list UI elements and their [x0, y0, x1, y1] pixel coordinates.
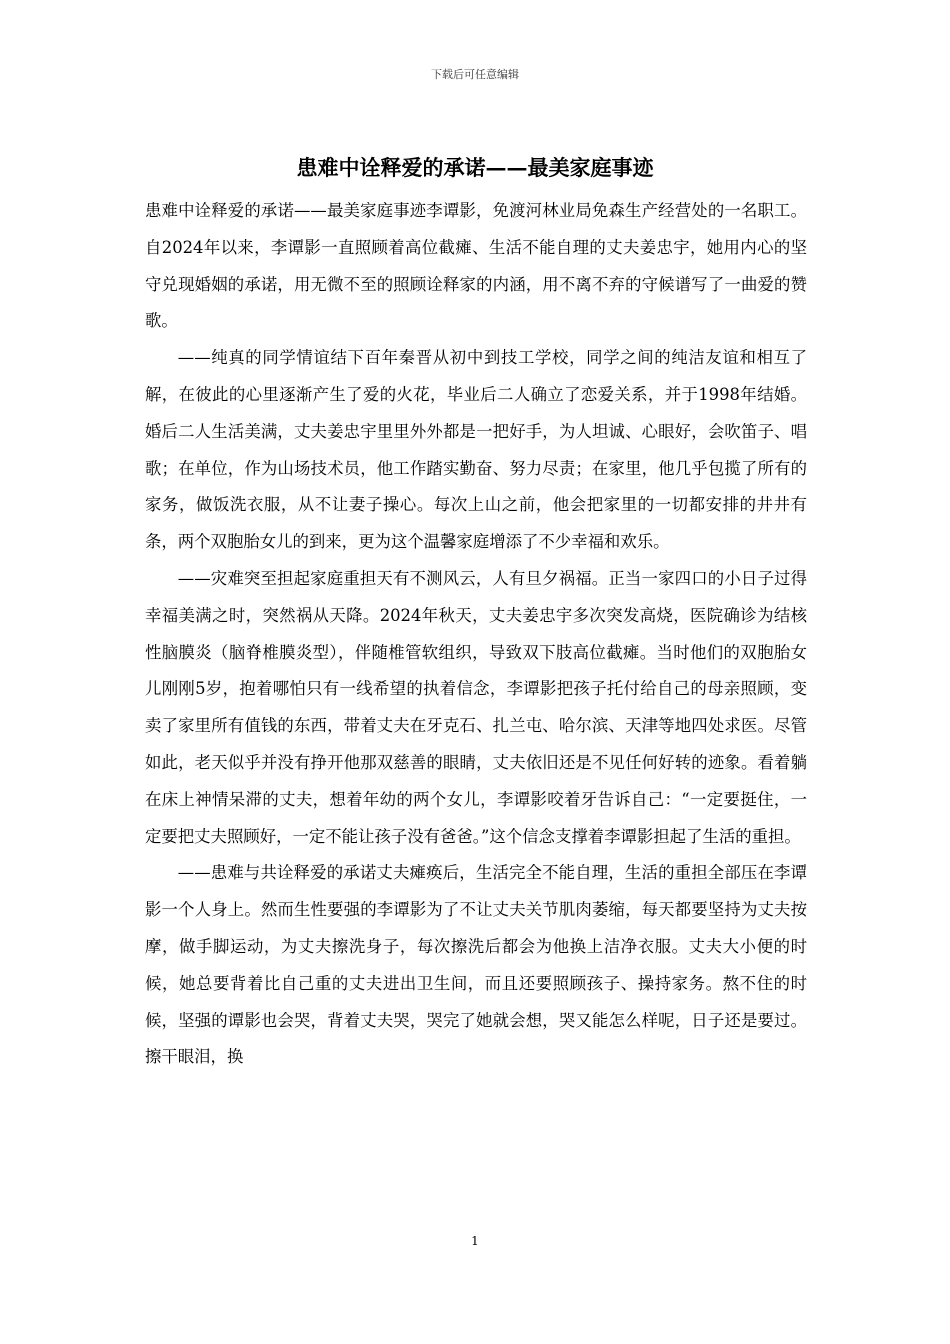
- paragraph-classmates: ——纯真的同学情谊结下百年秦晋从初中到技工学校，同学之间的纯洁友谊和相互了解，在彼此的心里逐渐产生了爱的火花，毕业后二人确立了恋爱关系，并于1998年结婚。婚后二人生活美满，丈夫姜忠宇里里外外都是一把好手，为人坦诚、心眼好，会吹笛子、唱歌；在单位，作为山场技术员，他工作踏实勤奋、努力尽责；在家里，他几乎包揽了所有的家务，做饭洗衣服，从不让妻子操心。每次上山之前，他会把家里的一切都安排的井井有条，两个双胞胎女儿的到来，更为这个温馨家庭增添了不少幸福和欢乐。: [145, 348, 807, 552]
- page-header: 下载后可任意编辑: [431, 68, 519, 81]
- document-body: [145, 193, 807, 1076]
- page-number: 1: [471, 1234, 479, 1248]
- document-title: 患难中诠释爱的承诺——最美家庭事迹: [296, 155, 654, 180]
- paragraph-disaster: ——灾难突至担起家庭重担天有不测风云，人有旦夕祸福。正当一家四口的小日子过得幸福美满之时，突然祸从天降。2024年秋天，丈夫姜忠宇多次突发高烧，医院确诊为结核性脑膜炎（脑脊椎膜炎型），伴随椎管软组织，导致双下肢高位截瘫。当时他们的双胞胎女儿刚刚5岁，抱着哪怕只有一线希望的执着信念，李谭影把孩子托付给自己的母亲照顾，变卖了家里所有值钱的东西，带着丈夫在牙克石、扎兰屯、哈尔滨、天津等地四处求医。尽管如此，老天似乎并没有挣开他那双慈善的眼睛，丈夫依旧还是不见任何好转的迹象。看着躺在床上神情呆滞的丈夫，想着年幼的两个女儿，李谭影咬着牙告诉自己：“一定要挺住，一定要把丈夫照顾好，一定不能让孩子没有爸爸。”这个信念支撑着李谭影担起了生活的重担。: [145, 568, 807, 846]
- paragraph-commitment: ——患难与共诠释爱的承诺丈夫瘫痪后，生活完全不能自理，生活的重担全部压在李谭影一个人身上。然而生性要强的李谭影为了不让丈夫关节肌肉萎缩，每天都要坚持为丈夫按摩，做手脚运动，为丈夫擦洗身子，每次擦洗后都会为他换上洁净衣服。丈夫大小便的时候，她总要背着比自己重的丈夫进出卫生间，而且还要照顾孩子、操持家务。熬不住的时候，坚强的谭影也会哭，背着丈夫哭，哭完了她就会想，哭又能怎么样呢，日子还是要过。擦干眼泪，换: [145, 863, 807, 1067]
- paragraph-intro: 患难中诠释爱的承诺——最美家庭事迹李谭影，免渡河林业局免森生产经营处的一名职工。自2024年以来，李谭影一直照顾着高位截瘫、生活不能自理的丈夫姜忠宇，她用内心的坚守兑现婚姻的承诺，用无微不至的照顾诠释家的内涵，用不离不弃的守候谱写了一曲爱的赞歌。: [145, 201, 807, 331]
